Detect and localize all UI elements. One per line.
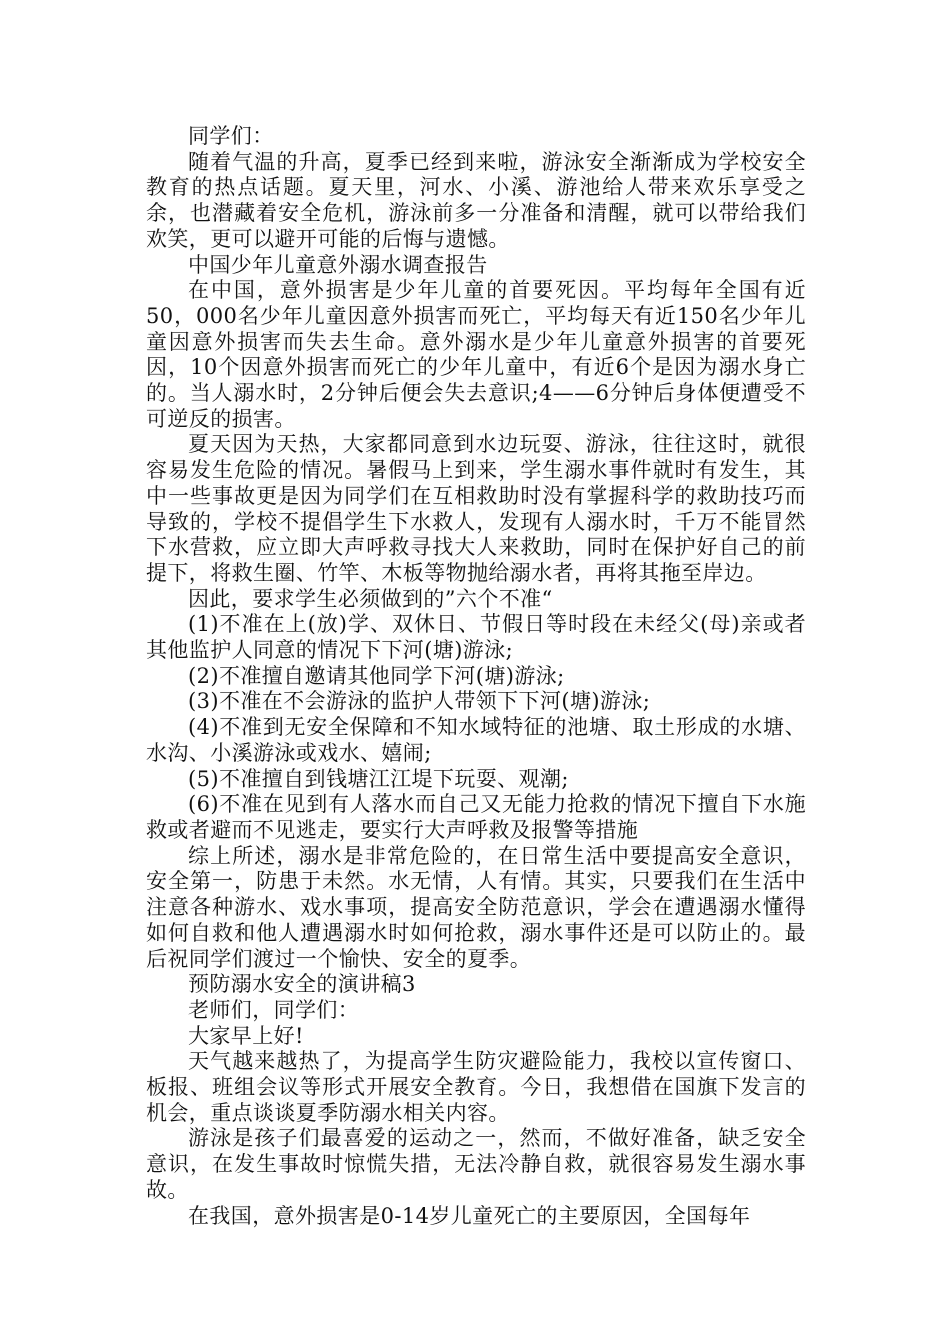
speech-paragraph-1: 天气越来越热了，为提高学生防灾避险能力，我校以宣传窗口、板报、班组会议等形式开展安全教育。今日，我想借在国旗下发言的机会，重点谈谈夏季防溺水相关内容。 — [146, 1049, 806, 1125]
rule-item-2: (2)不准擅自邀请其他同学下河(塘)游泳; — [188, 663, 565, 688]
speech-paragraph-3: 在我国，意外损害是0-14岁儿童死亡的主要原因，全国每年 — [188, 1203, 751, 1228]
six-rules-heading: 因此，要求学生必须做到的”六个不准“ — [188, 586, 553, 611]
rule-item-6: (6)不准在见到有人落水而自己又无能力抢救的情况下擅自下水施救或者避而不见逃走，要实行大声呼救及报警等措施 — [146, 792, 806, 842]
speech-title: 预防溺水安全的演讲稿3 — [188, 972, 416, 997]
rule-item-5: (5)不准擅自到钱塘江江堤下玩耍、观潮; — [188, 766, 569, 791]
conclusion-paragraph: 综上所述，溺水是非常危险的，在日常生活中要提高安全意识，安全第一，防患于未然。水无情，人有情。其实，只要我们在生活中注意各种游水、戏水事项，提高安全防范意识，学会在遭遇溺水懂得如何自救和他人遭遇溺水时如何抢救，溺水事件还是可以防止的。最后祝同学们渡过一个愉快、安全的夏季。 — [146, 843, 806, 971]
document-body — [146, 124, 806, 1229]
intro-paragraph: 随着气温的升高，夏季已经到来啦，游泳安全渐渐成为学校安全教育的热点话题。夏天里，河水、小溪、游池给人带来欢乐享受之余，也潜藏着安全危机，游泳前多一分准备和清醒，就可以带给我们欢笑，更可以避开可能的后悔与遗憾。 — [146, 149, 806, 251]
speech-salutation: 老师们，同学们： — [188, 997, 360, 1022]
speech-greeting: 大家早上好! — [188, 1023, 304, 1048]
summer-danger-paragraph: 夏天因为天热，大家都同意到水边玩耍、游泳，往往这时，就很容易发生危险的情况。暑假马上到来，学生溺水事件就时有发生，其中一些事故更是因为同学们在互相救助时没有掌握科学的救助技巧而导致的，学校不提倡学生下水救人，发现有人溺水时，千万不能冒然下水营救，应立即大声呼救寻找大人来救助，同时在保护好自己的前提下，将救生圈、竹竿、木板等物抛给溺水者，再将其拖至岸边。 — [146, 432, 806, 585]
report-paragraph: 在中国，意外损害是少年儿童的首要死因。平均每年全国有近50，000名少年儿童因意外损害而死亡，平均每天有近150名少年儿童因意外损害而失去生命。意外溺水是少年儿童意外损害的首要死因，10个因意外损害而死亡的少年儿童中，有近6个是因为溺水身亡的。当人溺水时，2分钟后便会失去意识;4——6分钟后身体便遭受不可逆反的损害。 — [146, 278, 806, 431]
section-heading-report: 中国少年儿童意外溺水调查报告 — [188, 252, 488, 277]
rule-item-4: (4)不准到无安全保障和不知水域特征的池塘、取土形成的水塘、水沟、小溪游泳或戏水、嬉闹; — [146, 715, 806, 765]
speech-paragraph-2: 游泳是孩子们最喜爱的运动之一，然而，不做好准备，缺乏安全意识，在发生事故时惊慌失措，无法冷静自救，就很容易发生溺水事故。 — [146, 1126, 806, 1202]
rule-item-3: (3)不准在不会游泳的监护人带领下下河(塘)游泳; — [188, 689, 651, 714]
greeting: 同学们： — [188, 124, 274, 148]
rule-item-1: (1)不准在上(放)学、双休日、节假日等时段在未经父(母)亲或者其他监护人同意的情况下下河(塘)游泳; — [146, 612, 806, 663]
